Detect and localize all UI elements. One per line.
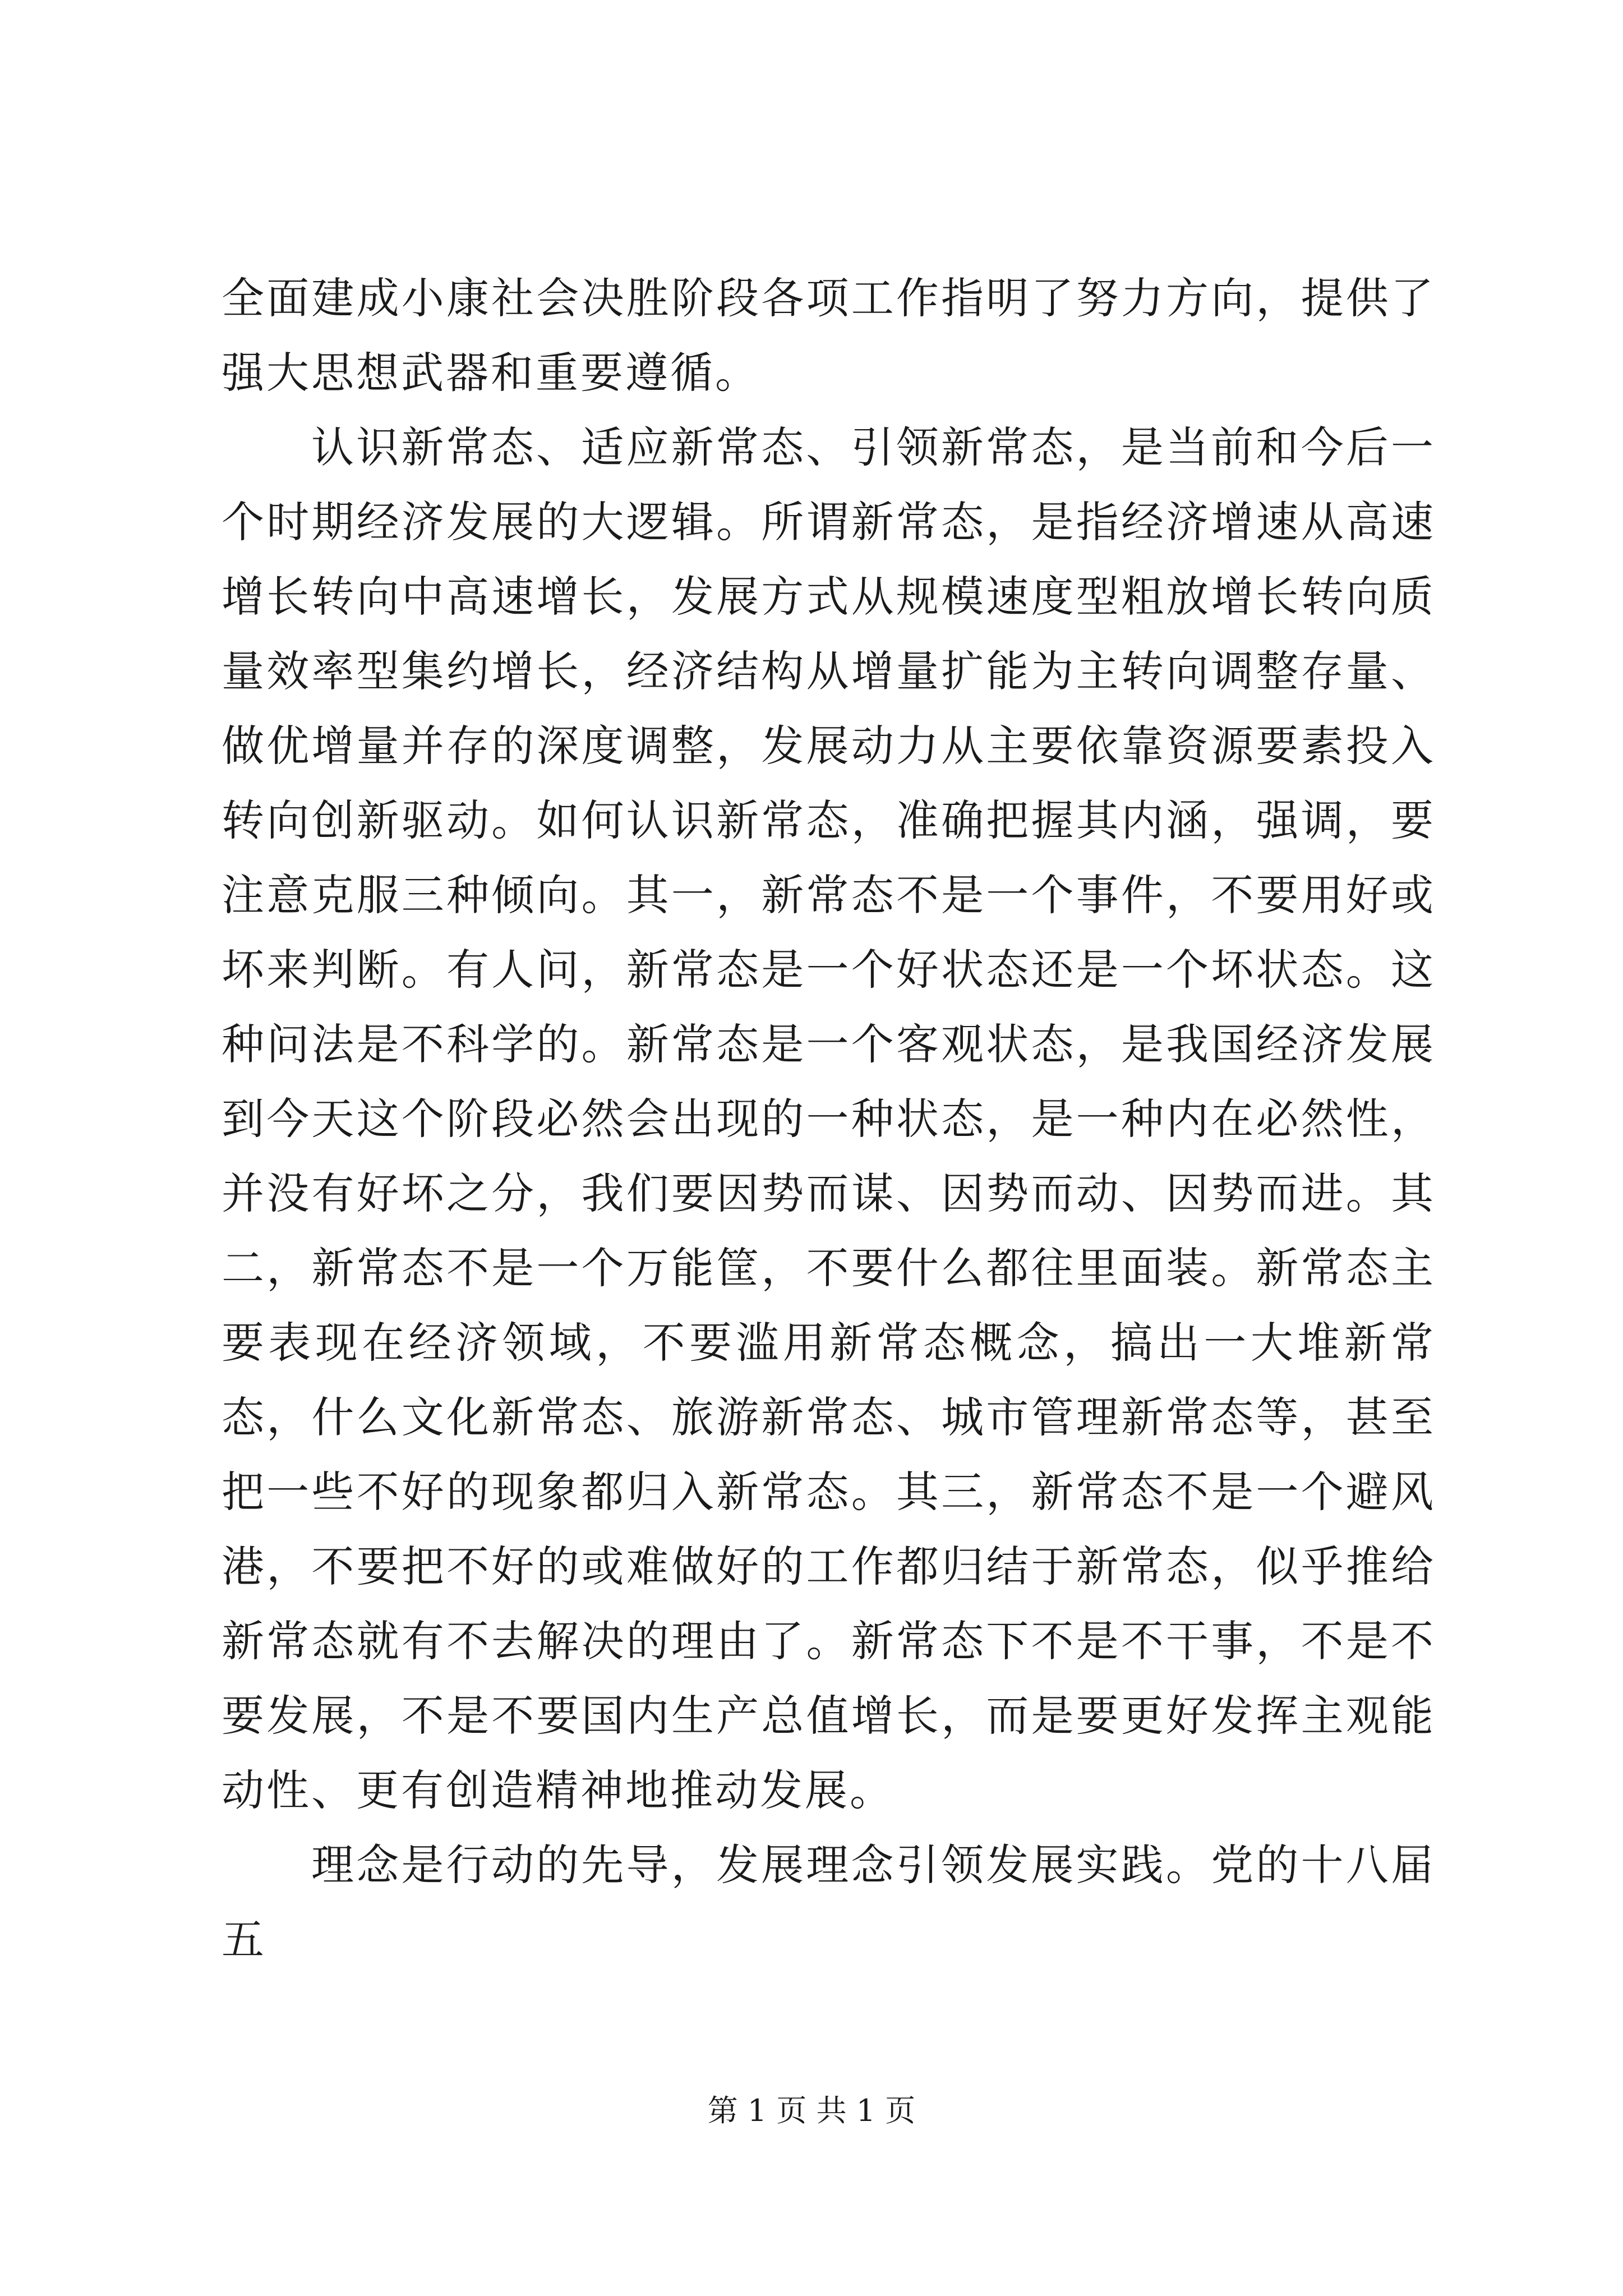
paragraph-3: 理念是行动的先导，发展理念引领发展实践。党的十八届五 (222, 1840, 1436, 1964)
document-body (222, 261, 1436, 1977)
paragraph-1: 全面建成小康社会决胜阶段各项工作指明了努力方向，提供了强大思想武器和重要遵循。 (222, 273, 1436, 398)
paragraph-2: 认识新常态、适应新常态、引领新常态，是当前和今后一个时期经济发展的大逻辑。所谓新常态，是指经济增速从高速增长转向中高速增长，发展方式从规模速度型粗放增长转向质量效率型集约增长，经济结构从增量扩能为主转向调整存量、做优增量并存的深度调整，发展动力从主要依靠资源要素投入转向创新驱动。如何认识新常态，准确把握其内涵，强调，要注意克服三种倾向。其一，新常态不是一个事件，不要用好或坏来判断。有人问，新常态是一个好状态还是一个坏状态。这种问法是不科学的。新常态是一个客观状态，是我国经济发展到今天这个阶段必然会出现的一种状态，是一种内在必然性，并没有好坏之分，我们要因势而谋、因势而动、因势而进。其二，新常态不是一个万能筐，不要什么都往里面装。新常态主要表现在经济领域，不要滥用新常态概念，搞出一大堆新常态，什么文化新常态、旅游新常态、城市管理新常态等，甚至把一些不好的现象都归入新常态。其三，新常态不是一个避风港，不要把不好的或难做好的工作都归结于新常态，似乎推给新常态就有不去解决的理由了。新常态下不是不干事，不是不要发展，不是不要国内生产总值增长，而是要更好发挥主观能动性、更有创造精神地推动发展。 (222, 422, 1436, 1815)
page-footer: 第 1 页 共 1 页 (707, 2093, 916, 2128)
